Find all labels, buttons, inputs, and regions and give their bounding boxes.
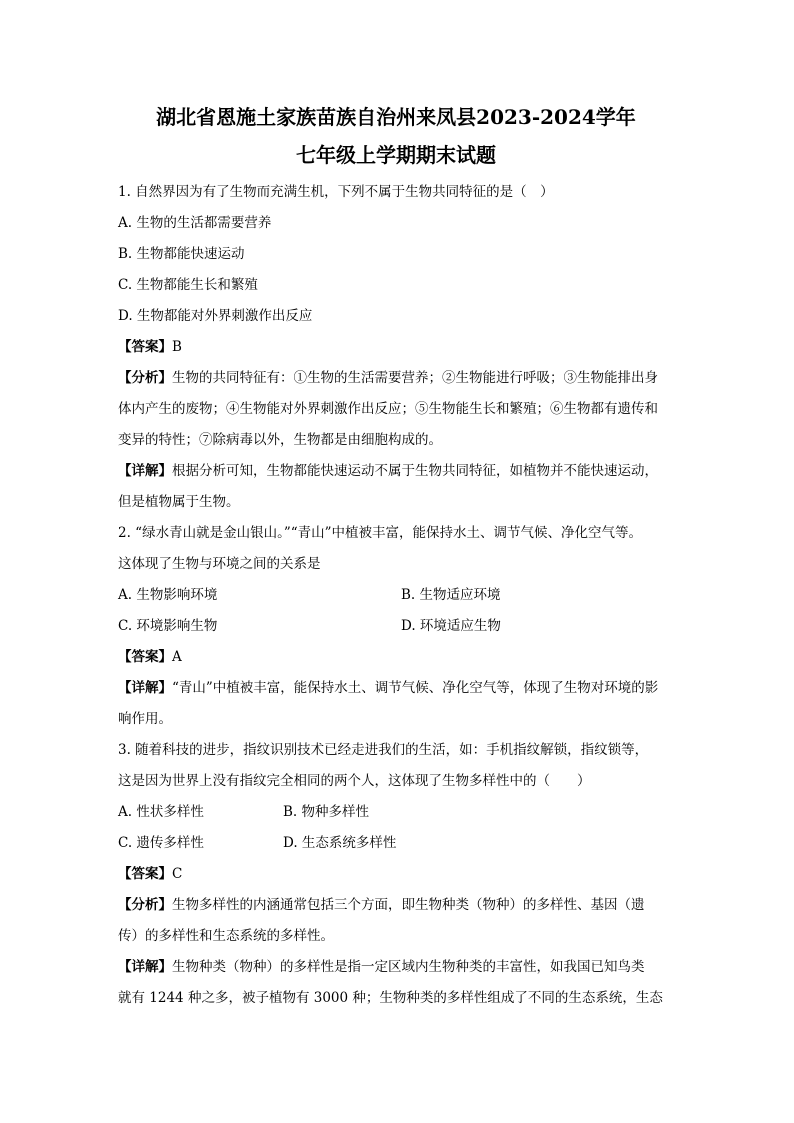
answer-value: A <box>172 649 182 665</box>
q3-options-row1 <box>118 797 684 828</box>
q1-detail-line1 <box>118 456 684 487</box>
q3-option-d: D. 生态系统多样性 <box>283 835 397 851</box>
answer-tag: 【答案】 <box>118 339 172 355</box>
q3-detail-line1 <box>118 952 684 983</box>
answer-tag: 【答案】 <box>118 866 172 882</box>
q1-analysis-line3: 变异的特性；⑦除病毒以外，生物都是由细胞构成的。 <box>118 432 442 448</box>
q1-option-a: A. 生物的生活都需要营养 <box>118 215 272 231</box>
q1-detail-line2: 但是植物属于生物。 <box>118 494 240 510</box>
analysis-text: 生物多样性的内涵通常包括三个方面，即生物种类（物种）的多样性、基因（遗 <box>172 897 645 913</box>
q1-option-d: D. 生物都能对外界刺激作出反应 <box>118 308 313 324</box>
q2-option-a: A. 生物影响环境 <box>118 587 218 603</box>
q1-analysis-line1 <box>118 363 684 394</box>
q1-answer <box>118 332 684 363</box>
q3-options-row2 <box>118 828 684 859</box>
answer-tag: 【答案】 <box>118 649 172 665</box>
detail-text: 根据分析可知，生物都能快速运动不属于生物共同特征，如植物并不能快速运动， <box>172 463 658 479</box>
q1-option-b: B. 生物都能快速运动 <box>118 246 245 262</box>
q3-analysis-line1 <box>118 890 684 921</box>
q1-option-c: C. 生物都能生长和繁殖 <box>118 277 258 293</box>
q3-stem-line1: 3. 随着科技的进步，指纹识别技术已经走进我们的生活，如：手机指纹解锁，指纹锁等， <box>118 742 649 758</box>
q2-detail-line2: 响作用。 <box>118 711 172 727</box>
q2-options-row1 <box>118 580 684 611</box>
analysis-text: 生物的共同特征有：①生物的生活需要营养；②生物能进行呼吸；③生物能排出身 <box>172 370 658 386</box>
q3-option-c: C. 遗传多样性 <box>118 835 204 851</box>
detail-text: “青山”中植被丰富，能保持水土、调节气候、净化空气等，体现了生物对环境的影 <box>172 680 659 696</box>
document-title-line2: 七年级上学期期末试题 <box>296 143 496 167</box>
detail-tag: 【详解】 <box>118 680 172 696</box>
q3-stem-line2: 这是因为世界上没有指纹完全相同的两个人，这体现了生物多样性中的（ ） <box>118 773 591 789</box>
detail-tag: 【详解】 <box>118 463 172 479</box>
q3-option-a: A. 性状多样性 <box>118 804 204 820</box>
q2-stem-line1: 2. “绿水青山就是金山银山。”“青山”中植被丰富，能保持水土、调节气候、净化空气等。 <box>118 525 643 541</box>
q2-option-b: B. 生物适应环境 <box>401 587 501 603</box>
analysis-tag: 【分析】 <box>118 370 172 386</box>
q3-analysis-line2: 传）的多样性和生态系统的多样性。 <box>118 928 334 944</box>
q3-answer <box>118 859 684 890</box>
detail-text: 生物种类（物种）的多样性是指一定区域内生物种类的丰富性，如我国已知鸟类 <box>172 959 645 975</box>
q2-option-c: C. 环境影响生物 <box>118 618 218 634</box>
answer-value: C <box>172 866 183 882</box>
answer-value: B <box>172 339 182 355</box>
q2-options-row2 <box>118 611 684 642</box>
document-title-line1: 湖北省恩施土家族苗族自治州来凤县2023-2024学年 <box>156 105 636 129</box>
q3-option-b: B. 物种多样性 <box>283 804 370 820</box>
q2-answer <box>118 642 684 673</box>
detail-tag: 【详解】 <box>118 959 172 975</box>
q2-detail-line1 <box>118 673 684 704</box>
q2-option-d: D. 环境适应生物 <box>401 618 501 634</box>
q3-detail-line2: 就有 1244 种之多，被子植物有 3000 种；生物种类的多样性组成了不同的生态系统，生态 <box>118 990 663 1006</box>
q1-analysis-line2: 体内产生的废物；④生物能对外界刺激作出反应；⑤生物能生长和繁殖；⑥生物都有遗传和 <box>118 401 658 417</box>
analysis-tag: 【分析】 <box>118 897 172 913</box>
q1-stem: 1. 自然界因为有了生物而充满生机，下列不属于生物共同特征的是（ ） <box>118 184 554 200</box>
q2-stem-line2: 这体现了生物与环境之间的关系是 <box>118 556 321 572</box>
